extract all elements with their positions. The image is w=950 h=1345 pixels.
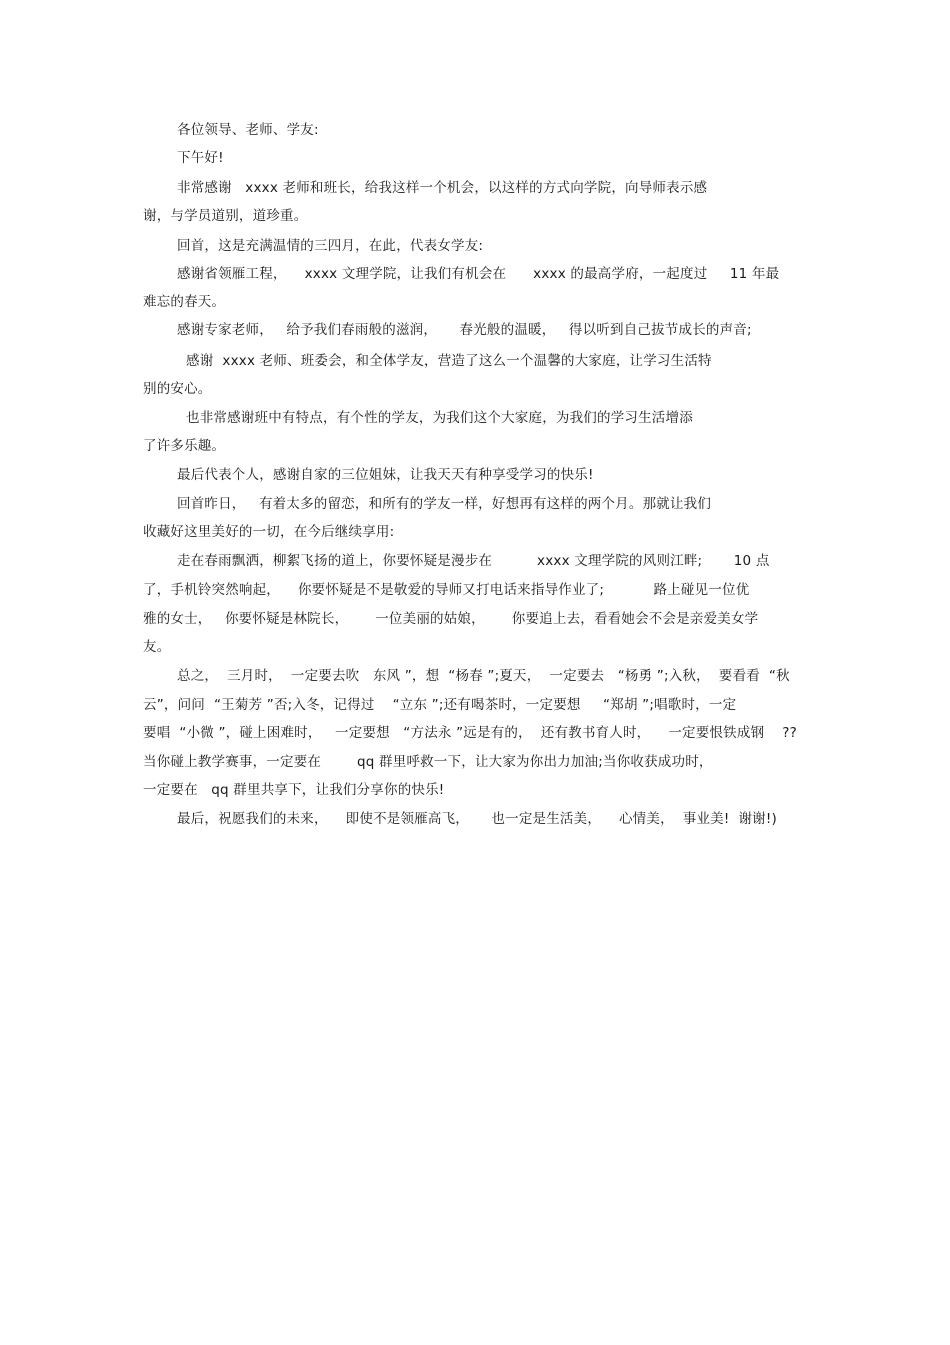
text-line: 收藏好这里美好的一切，在今后继续享用: [143, 524, 395, 540]
text-line: 友。 [143, 639, 171, 655]
text-line: 最后代表个人，感谢自家的三位姐妹，让我天天有种享受学习的快乐! [177, 467, 594, 483]
text-line: 一定要在 qq 群里共享下，让我们分享你的快乐! [143, 782, 445, 798]
text-line: 总之， 三月时， 一定要去吹 东风 ”，想 “杨春 ”;夏天， 一定要去 “杨勇 ”;入秋， 要看看 “秋 [177, 668, 790, 684]
text-line: 感谢 xxxx 老师、班委会，和全体学友，营造了这么一个温馨的大家庭，让学习生活特 [186, 353, 712, 369]
text-line: 走在春雨飘洒，柳絮飞扬的道上，你要怀疑是漫步在 xxxx 文理学院的风则江畔; 10 点 [177, 553, 770, 569]
text-line: 谢，与学员道别，道珍重。 [143, 208, 308, 224]
text-line: 云”，问问 “王菊芳 ”否;入冬，记得过 “立东 ”;还有喝茶时，一定要想 “郑胡 ”;唱歌时，一定 [143, 697, 737, 713]
text-line: 别的安心。 [143, 381, 212, 397]
text-line: 雅的女士， 你要怀疑是林院长， 一位美丽的姑娘， 你要追上去，看看她会不会是亲爱美女学 [143, 611, 759, 627]
text-line: 感谢省领雁工程， xxxx 文理学院，让我们有机会在 xxxx 的最高学府，一起度过 11 年最 [177, 266, 780, 282]
text-line: 回首，这是充满温情的三四月，在此，代表女学友: [177, 238, 484, 254]
text-line: 要唱 “小微 ”，碰上困难时， 一定要想 “方法永 ”远是有的， 还有教书育人时， 一定要恨铁成钢 ?? [143, 725, 797, 741]
text-line: 感谢专家老师， 给予我们春雨般的滋润， 春光般的温暖， 得以听到自己拔节成长的声音; [177, 322, 752, 338]
text-line: 下午好! [177, 150, 224, 166]
text-line: 了，手机铃突然响起， 你要怀疑是不是敬爱的导师又打电话来指导作业了; 路上碰见一位优 [143, 582, 750, 598]
text-line: 非常感谢 xxxx 老师和班长，给我这样一个机会，以这样的方式向学院，向导师表示感 [177, 180, 708, 196]
text-line: 了许多乐趣。 [143, 438, 226, 454]
text-line: 也非常感谢班中有特点，有个性的学友，为我们这个大家庭，为我们的学习生活增添 [186, 410, 693, 426]
text-line: 最后，祝愿我们的未来， 即使不是领雁高飞， 也一定是生活美， 心情美， 事业美! 谢谢!) [177, 811, 777, 827]
text-line: 各位领导、老师、学友: [177, 122, 319, 138]
text-line: 难忘的春天。 [143, 294, 226, 310]
text-line: 当你碰上教学赛事，一定要在 qq 群里呼救一下，让大家为你出力加油;当你收获成功时， [143, 754, 713, 770]
text-line: 回首昨日， 有着太多的留恋，和所有的学友一样，好想再有这样的两个月。那就让我们 [177, 496, 712, 512]
